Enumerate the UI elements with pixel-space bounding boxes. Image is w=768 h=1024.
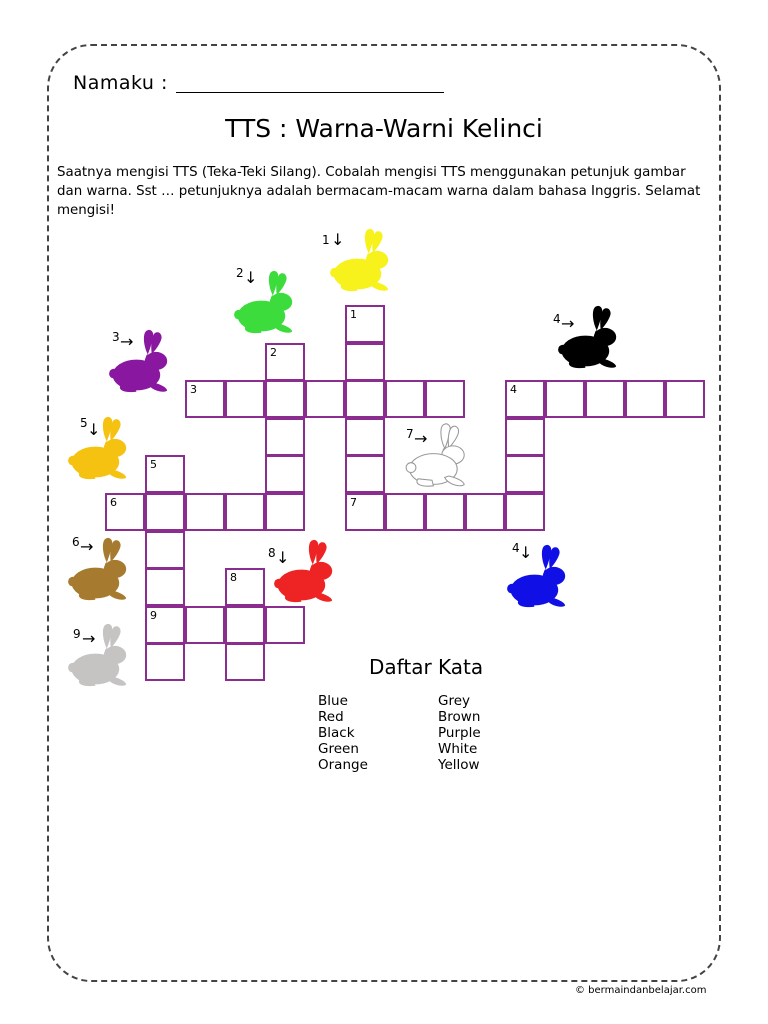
crossword-cell[interactable] [625,380,665,418]
crossword-cell[interactable] [345,380,385,418]
arrow-right-icon: → [80,537,94,556]
crossword-cell[interactable] [145,455,185,493]
clue-number: 5 [80,416,88,430]
arrow-down-icon: ↓ [244,268,258,287]
crossword-cell[interactable] [545,380,585,418]
word-item: Green [318,741,359,757]
crossword-cell[interactable] [345,418,385,456]
word-list-title: Daftar Kata [369,655,484,679]
crossword-cell[interactable] [585,380,625,418]
clue-number: 4 [553,312,561,326]
crossword-cell[interactable] [185,606,225,644]
copyright-text: © bermaindanbelajar.com [575,985,707,996]
worksheet-title: TTS : Warna-Warni Kelinci [225,114,543,143]
crossword-cell[interactable] [345,455,385,493]
crossword-cell[interactable] [505,493,545,531]
word-item: Orange [318,757,368,773]
cell-number: 3 [190,383,197,397]
word-item: White [438,741,478,757]
crossword-cell[interactable] [305,380,345,418]
crossword-cell[interactable] [425,380,465,418]
word-item: Grey [438,693,471,709]
crossword-cell[interactable] [265,418,305,456]
crossword-cell[interactable] [145,606,185,644]
clue-number: 4 [512,541,520,555]
cell-number: 8 [230,571,237,585]
crossword-cell[interactable] [225,568,265,606]
crossword-cell[interactable] [225,606,265,644]
bunny-icon [66,413,136,487]
crossword-cell[interactable] [505,455,545,493]
word-item: Blue [318,693,348,709]
clue-number: 3 [112,330,120,344]
arrow-right-icon: → [561,314,575,333]
crossword-cell[interactable] [385,493,425,531]
arrow-right-icon: → [414,429,428,448]
cell-number: 6 [110,496,117,509]
crossword-cell[interactable] [105,493,145,531]
clue-number: 8 [268,546,276,560]
name-label: Namaku : [73,72,168,94]
clue-number: 2 [236,266,244,280]
word-list-left [318,693,368,773]
word-item: Black [318,725,355,741]
crossword-cell[interactable] [145,643,185,681]
crossword-cell[interactable] [265,380,305,418]
cell-number: 5 [150,458,157,472]
crossword-cell[interactable] [185,493,225,531]
clue-number: 6 [72,535,80,549]
word-list-right [438,693,481,773]
instructions-text: Saatnya mengisi TTS (Teka-Teki Silang). Cobalah mengisi TTS menggunakan petunjuk gambar dan warna. Sst … petunjuknya adalah bermacam-macam warna dalam bahasa Inggris. Selamat mengisi! [57,165,701,218]
crossword-cell[interactable] [145,568,185,606]
word-item: Yellow [438,757,480,773]
arrow-down-icon: ↓ [331,230,345,249]
crossword-cell[interactable] [145,493,185,531]
crossword-cell[interactable] [345,305,385,343]
crossword-cell[interactable] [665,380,705,418]
arrow-down-icon: ↓ [519,543,533,562]
word-item: Purple [438,725,481,741]
crossword-cell[interactable] [185,380,225,418]
cell-number: 4 [510,383,517,397]
crossword-cell[interactable] [505,418,545,456]
cell-number: 9 [150,608,157,622]
crossword-cell[interactable] [465,493,505,531]
crossword-cell[interactable] [265,493,305,531]
cell-number: 7 [350,496,357,509]
arrow-right-icon: → [82,629,96,648]
word-item: Red [318,709,344,725]
clue-number: 9 [73,627,81,641]
arrow-right-icon: → [120,332,134,351]
crossword-cell[interactable] [425,493,465,531]
crossword-cell[interactable] [225,493,265,531]
crossword-cell[interactable] [505,380,545,418]
arrow-down-icon: ↓ [276,548,290,567]
crossword-cell[interactable] [225,643,265,681]
name-input-line[interactable] [176,92,444,93]
cell-number: 2 [270,345,277,359]
crossword-cell[interactable] [265,455,305,493]
clue-number: 7 [406,427,414,441]
crossword-cell[interactable] [345,493,385,531]
cell-number: 1 [350,308,357,321]
crossword-cell[interactable] [265,606,305,644]
crossword-cell[interactable] [145,531,185,569]
crossword-cell[interactable] [265,343,305,381]
crossword-cell[interactable] [345,343,385,381]
word-item: Brown [438,709,481,725]
clue-number: 1 [322,233,330,247]
crossword-cell[interactable] [385,380,425,418]
crossword-cell[interactable] [225,380,265,418]
arrow-down-icon: ↓ [87,420,101,439]
